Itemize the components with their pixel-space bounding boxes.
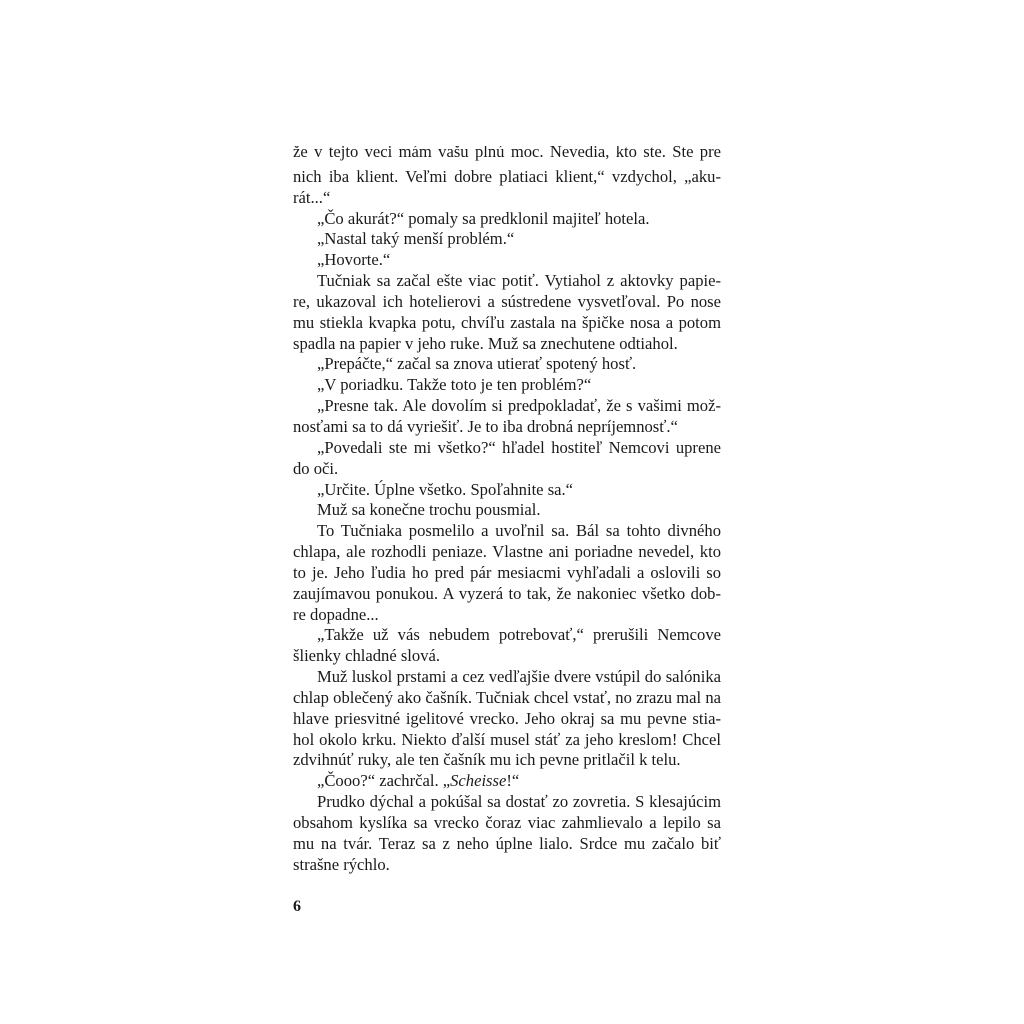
text-line: „Prepáčte,“ začal sa znova utierať spotený hosť. bbox=[317, 354, 637, 374]
text-line: hol okolo krku. Niekto ďalší musel stáť za jeho kreslom! Chcel bbox=[293, 729, 721, 749]
text-line: Muž luskol prstami a cez vedľajšie dvere vstúpil do salónika bbox=[317, 667, 721, 687]
text-line: chlapa, ale rozhodli peniaze. Vlastne ani poriadne nevedel, kto bbox=[293, 542, 721, 562]
text-line: zaujímavou ponukou. A vyzerá to tak, že nakoniec všetko dob- bbox=[293, 583, 721, 603]
text-line: že v tejto veci mám vašu plnú moc. Nevedia, kto ste. Ste pre bbox=[293, 146, 721, 161]
body-text bbox=[293, 146, 721, 884]
text-line: chlap oblečený ako čašník. Tučniak chcel vstať, no zrazu mal na bbox=[293, 687, 721, 707]
text-line: to je. Jeho ľudia ho pred pár mesiacmi vyhľadali a oslovili so bbox=[293, 562, 721, 582]
text-line: obsahom kyslíka sa vrecko čoraz viac zahmlievalo a lepilo sa bbox=[293, 813, 721, 832]
text-line: Tučniak sa začal ešte viac potiť. Vytiahol z aktovky papie- bbox=[317, 271, 721, 291]
text-line: spadla na papier v jeho ruke. Muž sa znechutene odtiahol. bbox=[293, 333, 678, 353]
text-line: re, ukazoval ich hotelierovi a sústredene vysvetľoval. Po nose bbox=[293, 291, 721, 311]
text-line bbox=[293, 771, 721, 792]
text-line: Muž sa konečne trochu pousmial. bbox=[317, 500, 541, 520]
text-line: nosťami sa to dá vyriešiť. Je to iba drobná nepríjemnosť.“ bbox=[293, 416, 678, 436]
text-line: „Povedali ste mi všetko?“ hľadel hostiteľ Nemcovi uprene bbox=[317, 437, 721, 457]
text-line: zdvihnúť ruky, ale ten čašník mu ich pevne pritlačil k telu. bbox=[293, 750, 681, 770]
text-line: rát...“ bbox=[293, 187, 331, 207]
text-line: „Čo akurát?“ pomaly sa predklonil majiteľ hotela. bbox=[317, 208, 650, 228]
text-line: šlienky chladné slová. bbox=[293, 646, 441, 666]
text-line-part: !“ bbox=[506, 771, 520, 791]
text-line: do oči. bbox=[293, 458, 339, 478]
text-line-italic: Scheisse bbox=[450, 771, 507, 791]
text-line: mu stiekla kvapka potu, chvíľu zastala na špičke nosa a potom bbox=[293, 312, 721, 332]
text-line: strašne rýchlo. bbox=[293, 854, 390, 874]
text-line: Prudko dýchal a pokúšal sa dostať zo zovretia. S klesajúcim bbox=[317, 792, 721, 812]
text-line: „Určite. Úplne všetko. Spoľahnite sa.“ bbox=[317, 479, 574, 499]
text-line: „V poriadku. Takže toto je ten problém?“ bbox=[317, 375, 592, 395]
text-line: „Takže už vás nebudem potrebovať,“ prerušili Nemcove bbox=[317, 625, 721, 645]
text-line: hlave priesvitné igelitové vrecko. Jeho okraj sa mu pevne stia- bbox=[293, 708, 721, 728]
text-line: „Nastal taký menší problém.“ bbox=[317, 229, 515, 249]
text-line: „Presne tak. Ale dovolím si predpokladať, že s vašimi mož- bbox=[317, 396, 721, 416]
text-line: mu na tvár. Teraz sa z neho úplne lialo. Srdce mu začalo biť bbox=[293, 833, 721, 853]
page-number: 6 bbox=[293, 898, 301, 915]
text-line-part: „Čooo?“ zachrčal. „ bbox=[317, 771, 451, 791]
text-line: re dopadne... bbox=[293, 604, 379, 624]
text-line: „Hovorte.“ bbox=[317, 250, 391, 270]
text-line: To Tučniaka posmelilo a uvoľnil sa. Bál sa tohto divného bbox=[317, 521, 721, 541]
text-line: nich iba klient. Veľmi dobre platiaci klient,“ vzdychol, „aku- bbox=[293, 166, 721, 186]
